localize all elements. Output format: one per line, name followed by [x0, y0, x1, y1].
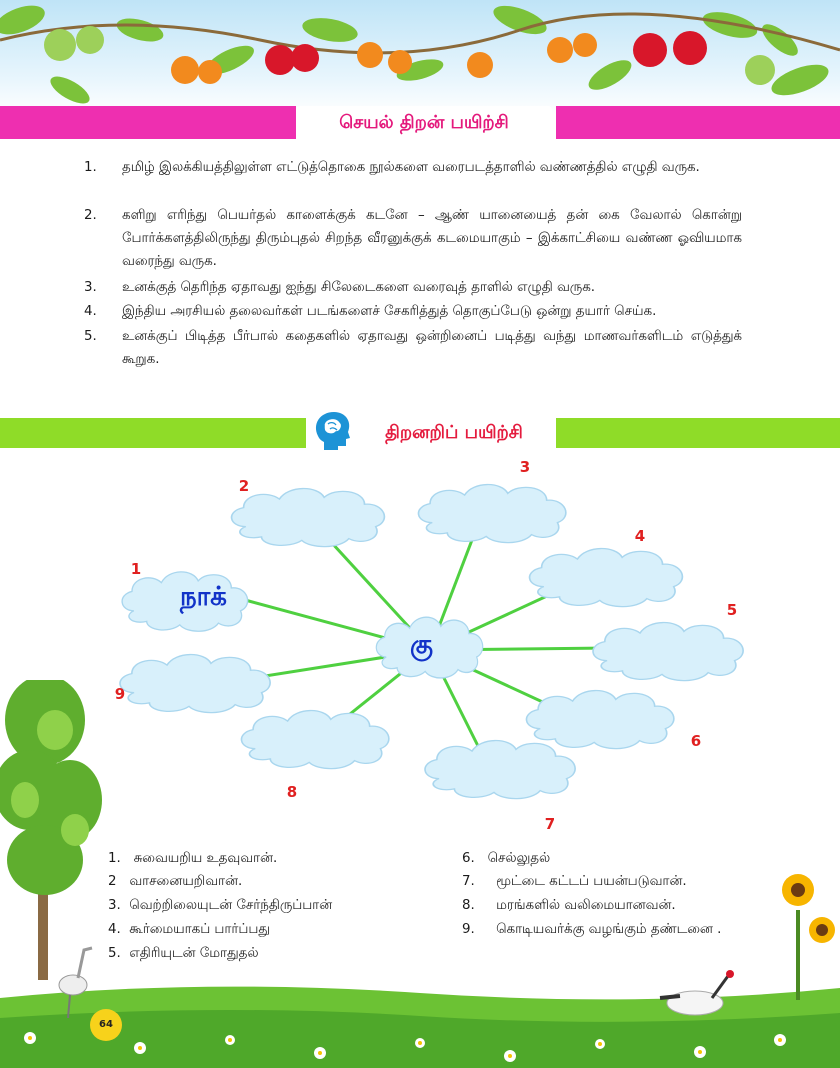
- cloud-2: [232, 489, 385, 547]
- clue-number: 5.: [108, 946, 121, 961]
- page-number: 64: [99, 1019, 113, 1030]
- clue-7: [462, 874, 687, 890]
- section2-band-right: [556, 418, 840, 448]
- clue-3: [108, 898, 332, 914]
- activity-text: இந்திய அரசியல் தலைவர்கள் படங்களைச் சேகரித்துத் தொகுப்பேடு ஒன்று தயார் செய்க.: [122, 304, 657, 319]
- clue-text: எதிரியுடன் மோதுதல்: [129, 946, 259, 961]
- cloud-number-8: 8: [286, 783, 298, 801]
- section2-band-left: [0, 418, 306, 448]
- center-word: கு: [410, 630, 433, 660]
- clue-number: 3.: [108, 898, 121, 913]
- heron-illustration: [48, 940, 98, 1020]
- clue-2: [108, 874, 242, 890]
- section1-title: செயல் திறன் பயிற்சி: [339, 112, 509, 133]
- cloud-1-text: நாக்: [180, 582, 227, 612]
- clue-text: வெற்றிலையுடன் சேர்ந்திருப்பான்: [129, 898, 333, 913]
- clue-text: மரங்களில் வலிமையானவன்.: [496, 898, 676, 913]
- clue-number: 1.: [108, 851, 121, 866]
- activity-item-3: [84, 276, 764, 299]
- cloud-number-9: 9: [114, 685, 126, 703]
- sunflower-illustration: [760, 870, 840, 1000]
- cloud-5: [593, 623, 743, 681]
- brain-head-icon: [308, 406, 356, 454]
- activity-text: உனக்குத் தெரிந்த ஏதாவது ஐந்து சிலேடைகளை வரைவுத் தாளில் எழுதி வருக.: [122, 280, 596, 295]
- clue-number: 9.: [462, 922, 475, 937]
- activity-item-2: [84, 204, 764, 274]
- clue-text: வாசனையறிவான்.: [129, 874, 243, 889]
- activity-text: உனக்குப் பிடித்த பீர்பால் கதைகளில் ஏதாவது ஒன்றினைப் படித்து வந்து மாணவர்களிடம் எடுத்துக் கூறுக.: [122, 329, 742, 367]
- activity-number: 3.: [84, 280, 97, 295]
- activity-number: 2.: [84, 208, 97, 223]
- section1-band-right: [556, 106, 840, 139]
- activity-item-1: [84, 156, 764, 202]
- cloud-number-6: 6: [690, 732, 702, 750]
- clue-4: [108, 922, 270, 938]
- clue-9: [462, 922, 721, 938]
- tree-illustration: [0, 680, 110, 980]
- clue-number: 8.: [462, 898, 475, 913]
- clue-1: [108, 851, 277, 867]
- clue-text: கூர்மையாகப் பார்ப்பது: [129, 922, 270, 937]
- top-decorative-banner: [0, 0, 840, 115]
- activity-number: 4.: [84, 304, 97, 319]
- clue-8: [462, 898, 676, 914]
- cloud-number-5: 5: [726, 601, 738, 619]
- cloud-number-7: 7: [544, 815, 556, 833]
- activity-item-4: [84, 300, 764, 323]
- clue-6: [462, 851, 550, 867]
- clue-number: 7.: [462, 874, 475, 889]
- fruit-branch-illustration: [0, 0, 840, 115]
- cloud-number-4: 4: [634, 527, 646, 545]
- clue-text: செல்லுதல்: [487, 851, 551, 866]
- clue-text: சுவையறிய உதவுவான்.: [133, 851, 278, 866]
- cloud-number-1: 1: [130, 560, 142, 578]
- clue-text: மூட்டை கட்டப் பயன்படுவான்.: [496, 874, 687, 889]
- clue-number: 6.: [462, 851, 475, 866]
- activity-item-5: [84, 325, 764, 371]
- activity-number: 1.: [84, 160, 97, 175]
- cloud-number-2: 2: [238, 477, 250, 495]
- section2-title: திறனறிப் பயிற்சி: [385, 422, 523, 443]
- activity-text: களிறு எரிந்து பெயர்தல் காளைக்குக் கடனே – ஆண் யானையைத் தன் கை வேலால் கொன்று போர்க்களத்திலிருந்து திரும்புதல் சிறந்த வீரனுக்குக் கடமையாகும் – இக்காட்சியை வண்ண ஓவியமாக வரைந்து வருக.: [122, 208, 742, 269]
- cloud-number-3: 3: [519, 458, 531, 476]
- cloud-3: [418, 485, 565, 543]
- clue-text: கொடியவர்க்கு வழங்கும் தண்டனை .: [496, 922, 722, 937]
- cloud-7: [425, 741, 575, 799]
- cloud-8: [241, 711, 388, 769]
- activity-text: தமிழ் இலக்கியத்திலுள்ள எட்டுத்தொகை நூல்களை வரைபடத்தாளில் வண்ணத்தில் எழுதி வருக.: [122, 160, 700, 175]
- crane-illustration: [650, 968, 750, 1028]
- cloud-4: [530, 549, 683, 607]
- cloud-9: [120, 655, 270, 713]
- activity-number: 5.: [84, 329, 97, 344]
- cloud-6: [526, 691, 673, 749]
- clue-5: [108, 946, 258, 962]
- section1-band-left: [0, 106, 296, 139]
- clue-number: 4.: [108, 922, 121, 937]
- clue-number: 2: [108, 874, 117, 889]
